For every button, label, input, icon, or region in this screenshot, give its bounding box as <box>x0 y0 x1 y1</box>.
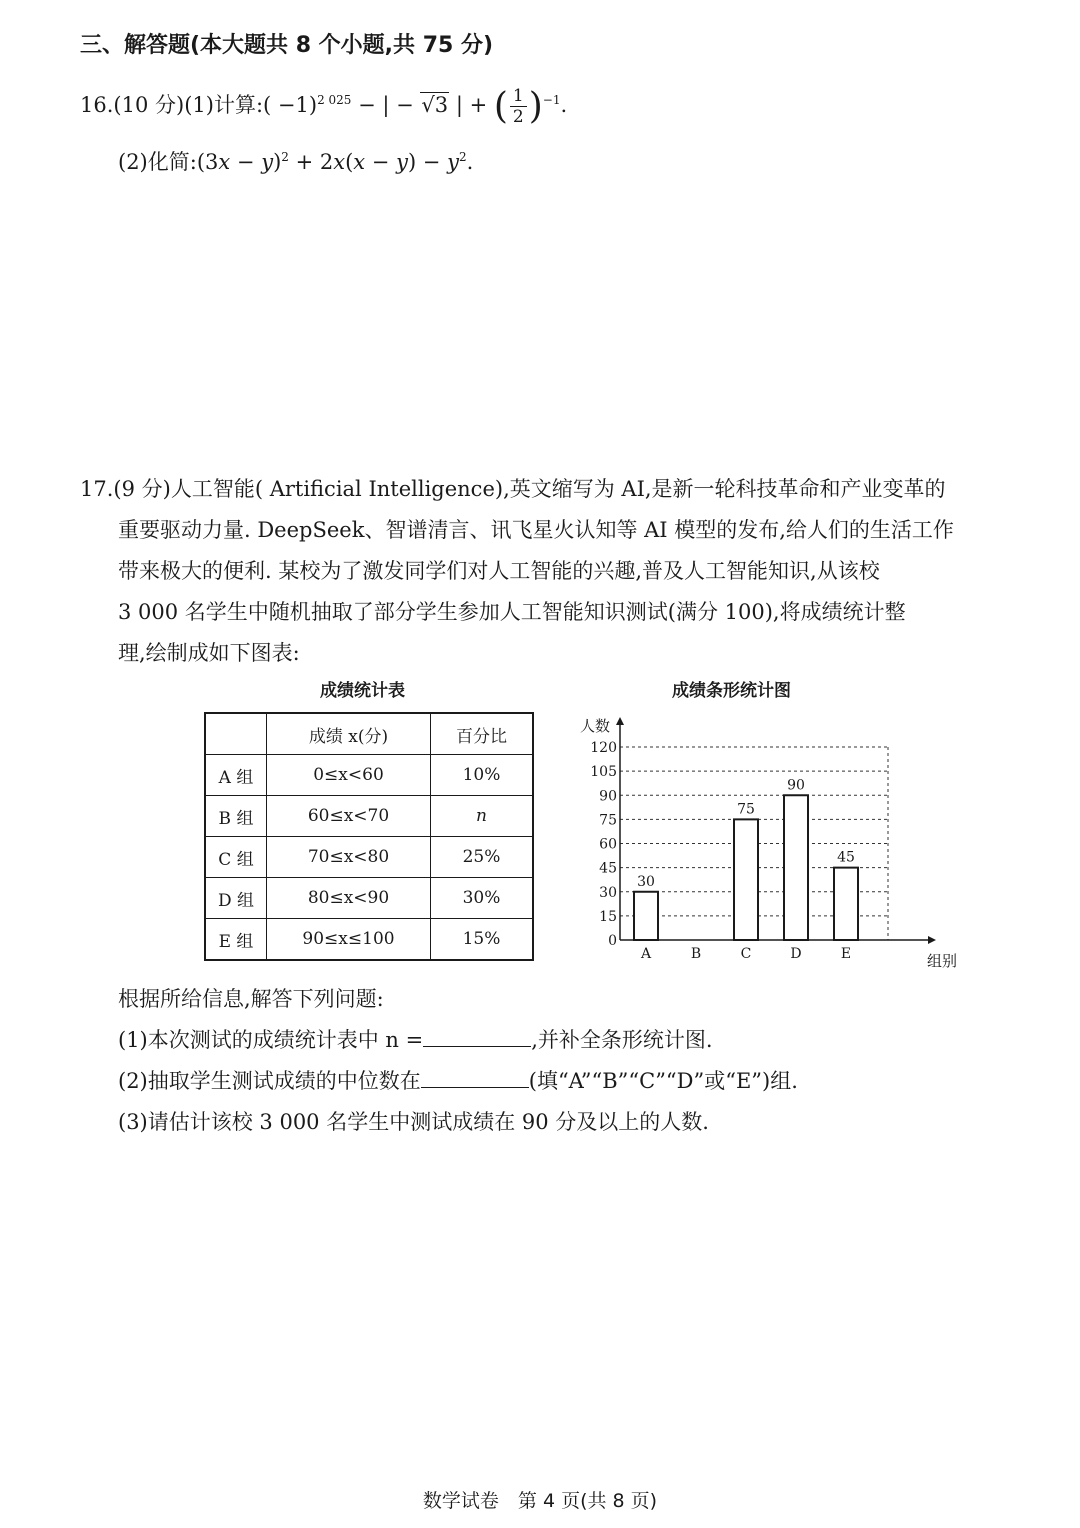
q17-line-5: 理,绘制成如下图表: <box>118 641 300 665</box>
y-axis-arrow <box>616 717 624 725</box>
table-row: A 组 0≤x<60 10% <box>205 755 533 796</box>
y-tick-label: 15 <box>599 908 617 925</box>
table-row: C 组 70≤x<80 25% <box>205 837 533 878</box>
answer-blank-2[interactable] <box>421 1069 529 1088</box>
x-tick-label: A <box>640 946 652 962</box>
score-table-wrap <box>204 712 534 961</box>
section-title: 三、解答题(本大题共 8 个小题,共 75 分) <box>80 33 494 58</box>
q16-part2-label: (2)化简: <box>118 150 197 174</box>
chart-title: 成绩条形统计图 <box>672 681 791 701</box>
data-label: 45 <box>837 849 855 866</box>
score-table <box>204 712 534 961</box>
x-axis-arrow <box>928 936 936 944</box>
table-row: E 组 90≤x≤100 15% <box>205 919 533 961</box>
q16-part1-label: (1)计算: <box>184 93 264 117</box>
data-label: 90 <box>787 777 805 794</box>
q17-prompt: 根据所给信息,解答下列问题: <box>118 987 384 1011</box>
y-axis-label: 人数 <box>580 717 611 735</box>
y-tick-label: 0 <box>608 933 617 949</box>
y-tick-label: 30 <box>599 884 617 901</box>
x-axis-label: 组别 <box>926 952 958 970</box>
table-header-row: 成绩 x(分) 百分比 <box>205 713 533 755</box>
bar-D <box>784 795 808 940</box>
x-tick-label: C <box>740 946 752 962</box>
bar-E <box>834 868 858 940</box>
answer-blank-1[interactable] <box>423 1028 531 1047</box>
bar-chart <box>570 705 958 970</box>
y-tick-label: 105 <box>590 764 617 781</box>
x-tick-label: E <box>840 946 852 962</box>
q17-line-4: 3 000 名学生中随机抽取了部分学生参加人工智能知识测试(满分 100),将成绩统计整 <box>118 600 906 624</box>
y-tick-label: 75 <box>599 812 617 829</box>
q17-sub3: (3)请估计该校 3 000 名学生中测试成绩在 90 分及以上的人数. <box>118 1110 709 1134</box>
y-tick-label: 60 <box>599 836 617 853</box>
y-tick-label: 45 <box>599 860 617 877</box>
q16-points: (10 分) <box>113 93 185 117</box>
x-tick-label: D <box>790 946 802 962</box>
q16-part2: (2)化简:(3x − $y)^2 + 2x(x - y) - y^2$. <box>118 150 474 174</box>
q16-number: 16. <box>80 93 114 117</box>
q17-points: (9 分) <box>113 477 171 501</box>
bar-A <box>634 892 658 940</box>
table-title: 成绩统计表 <box>320 681 405 701</box>
data-label: 30 <box>637 873 655 890</box>
y-tick-label: 120 <box>590 740 617 756</box>
table-row: B 组 60≤x<70 n <box>205 796 533 837</box>
data-label: 75 <box>737 801 755 818</box>
q16-exponent: 2 025 <box>317 93 352 107</box>
table-row: D 组 80≤x<90 30% <box>205 878 533 919</box>
q17-sub1: (1)本次测试的成绩统计表中 n = ,并补全条形统计图. <box>118 1028 713 1052</box>
q17-line-3: 带来极大的便利. 某校为了激发同学们对人工智能的兴趣,普及人工智能知识,从该校 <box>118 559 880 583</box>
q17-line-1: 17.(9 分)人工智能( Artificial Intelligence),英文缩写为 AI,是新一轮科技革命和产业变革的 <box>80 477 946 501</box>
q16-part1: 16.(10 分)(1)计算:( −1)$^{2 025}$ − | − √3 | + ( $\frac{1}{2}$ )$^{-1}$. <box>80 86 568 127</box>
q17-line-2: 重要驱动力量. DeepSeek、智谱清言、讯飞星火认知等 AI 模型的发布,给人们的生活工作 <box>118 518 954 542</box>
y-tick-label: 90 <box>599 788 617 805</box>
q17-number: 17. <box>80 477 114 501</box>
q17-sub2: (2)抽取学生测试成绩的中位数在 (填“A”“B”“C”“D”或“E”)组. <box>118 1069 798 1093</box>
bar-C <box>734 819 758 940</box>
page-footer: 数学试卷 第 4 页(共 8 页) <box>422 1490 658 1512</box>
x-tick-label: B <box>690 946 702 962</box>
half-fraction: $\frac{1}{2}$ <box>510 86 527 127</box>
